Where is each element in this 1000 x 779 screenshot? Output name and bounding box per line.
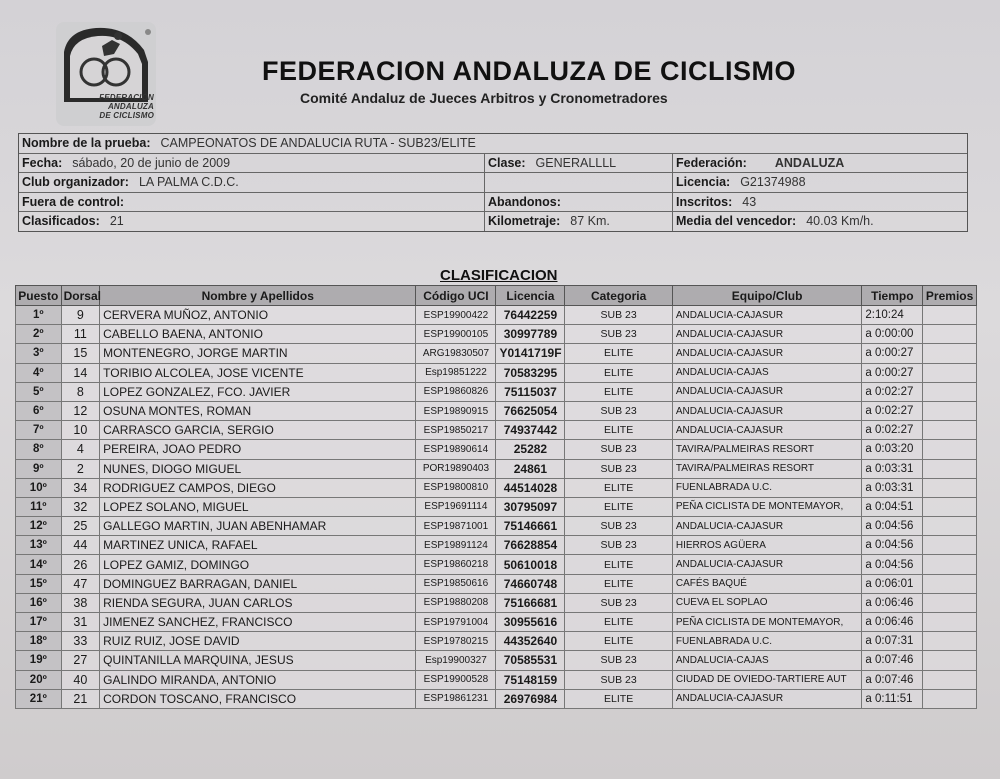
table-row xyxy=(16,401,977,420)
cell-tiempo: a 0:02:27 xyxy=(862,421,923,440)
cell-categoria: SUB 23 xyxy=(565,670,672,689)
table-row xyxy=(16,306,977,325)
cell-equipo: ANDALUCIA-CAJAS xyxy=(672,363,862,382)
cell-premios xyxy=(923,478,977,497)
cell-dorsal: 31 xyxy=(61,613,100,632)
cell-tiempo: a 0:03:31 xyxy=(862,459,923,478)
cell-nombre: CARRASCO GARCIA, SERGIO xyxy=(100,421,416,440)
club-label: Club organizador: xyxy=(22,175,129,190)
cell-premios xyxy=(923,344,977,363)
cell-premios xyxy=(923,382,977,401)
cell-categoria: ELITE xyxy=(565,555,672,574)
cell-dorsal: 26 xyxy=(61,555,100,574)
federacion-value: ANDALUZA xyxy=(774,155,845,170)
logo-line-3: DE CICLISMO xyxy=(99,111,154,120)
cell-tiempo: a 0:00:00 xyxy=(862,325,923,344)
cell-premios xyxy=(923,574,977,593)
cell-dorsal: 44 xyxy=(61,536,100,555)
cell-puesto: 21º xyxy=(16,689,62,708)
cell-categoria: SUB 23 xyxy=(565,401,672,420)
logo-caption xyxy=(62,93,154,120)
cell-premios xyxy=(923,421,977,440)
cell-licencia: 25282 xyxy=(496,440,565,459)
cell-licencia: 76625054 xyxy=(496,401,565,420)
cell-uci: ESP19850616 xyxy=(416,574,496,593)
km-label: Kilometraje: xyxy=(488,214,561,229)
cell-nombre: TORIBIO ALCOLEA, JOSE VICENTE xyxy=(100,363,416,382)
cell-dorsal: 34 xyxy=(61,478,100,497)
cell-premios xyxy=(923,401,977,420)
cell-licencia: 74937442 xyxy=(496,421,565,440)
cell-equipo: ANDALUCIA-CAJASUR xyxy=(672,555,862,574)
cell-uci: ESP19791004 xyxy=(416,613,496,632)
cell-equipo: ANDALUCIA-CAJASUR xyxy=(672,382,862,401)
cell-licencia: 26976984 xyxy=(496,689,565,708)
cell-categoria: SUB 23 xyxy=(565,459,672,478)
cell-equipo: ANDALUCIA-CAJASUR xyxy=(672,306,862,325)
col-header-dorsal: Dorsal xyxy=(61,286,100,306)
cell-licencia: 44514028 xyxy=(496,478,565,497)
cell-licencia: 30955616 xyxy=(496,613,565,632)
cell-uci: ESP19860218 xyxy=(416,555,496,574)
cell-categoria: SUB 23 xyxy=(565,536,672,555)
col-header-licencia: Licencia xyxy=(496,286,565,306)
media-label: Media del vencedor: xyxy=(676,214,797,229)
cell-equipo: PEÑA CICLISTA DE MONTEMAYOR, xyxy=(672,497,862,516)
info-row-fuera xyxy=(19,193,967,213)
cell-puesto: 9º xyxy=(16,459,62,478)
cell-tiempo: a 0:00:27 xyxy=(862,363,923,382)
cell-nombre: GALLEGO MARTIN, JUAN ABENHAMAR xyxy=(100,517,416,536)
cell-licencia: 70583295 xyxy=(496,363,565,382)
cell-tiempo: a 0:04:56 xyxy=(862,555,923,574)
cell-premios xyxy=(923,536,977,555)
table-row xyxy=(16,613,977,632)
cell-tiempo: a 0:02:27 xyxy=(862,382,923,401)
cell-tiempo: a 0:07:46 xyxy=(862,670,923,689)
table-row xyxy=(16,689,977,708)
info-row-fecha xyxy=(19,154,967,174)
cell-nombre: LOPEZ GAMIZ, DOMINGO xyxy=(100,555,416,574)
prueba-value: CAMPEONATOS DE ANDALUCIA RUTA - SUB23/ELITE xyxy=(160,136,476,151)
document-title: FEDERACION ANDALUZA DE CICLISMO xyxy=(262,56,796,86)
table-header-row xyxy=(16,286,977,306)
cell-tiempo: a 0:00:27 xyxy=(862,344,923,363)
results-body xyxy=(16,306,977,709)
clasificados-label: Clasificados: xyxy=(22,214,100,229)
col-header-nombre: Nombre y Apellidos xyxy=(100,286,416,306)
cell-puesto: 6º xyxy=(16,401,62,420)
cell-tiempo: a 0:02:27 xyxy=(862,401,923,420)
cell-premios xyxy=(923,440,977,459)
cell-categoria: ELITE xyxy=(565,421,672,440)
cell-puesto: 19º xyxy=(16,651,62,670)
prueba-label: Nombre de la prueba: xyxy=(22,136,151,151)
cell-tiempo: a 0:07:31 xyxy=(862,632,923,651)
cell-tiempo: a 0:11:51 xyxy=(862,689,923,708)
cell-categoria: ELITE xyxy=(565,574,672,593)
cell-dorsal: 27 xyxy=(61,651,100,670)
table-row xyxy=(16,670,977,689)
cell-uci: ESP19890614 xyxy=(416,440,496,459)
cell-licencia: 76442259 xyxy=(496,306,565,325)
cell-uci: ESP19891124 xyxy=(416,536,496,555)
table-row xyxy=(16,344,977,363)
cell-nombre: DOMINGUEZ BARRAGAN, DANIEL xyxy=(100,574,416,593)
cell-equipo: CUEVA EL SOPLAO xyxy=(672,593,862,612)
cell-puesto: 11º xyxy=(16,497,62,516)
cell-equipo: CIUDAD DE OVIEDO-TARTIERE AUT xyxy=(672,670,862,689)
cell-nombre: MARTINEZ UNICA, RAFAEL xyxy=(100,536,416,555)
cell-dorsal: 11 xyxy=(61,325,100,344)
clase-value: GENERALLLL xyxy=(535,155,617,170)
cell-categoria: SUB 23 xyxy=(565,651,672,670)
cell-puesto: 16º xyxy=(16,593,62,612)
cell-premios xyxy=(923,613,977,632)
cell-tiempo: a 0:04:56 xyxy=(862,517,923,536)
cell-tiempo: a 0:04:51 xyxy=(862,497,923,516)
cell-uci: ESP19850217 xyxy=(416,421,496,440)
cell-uci: ESP19800810 xyxy=(416,478,496,497)
cell-puesto: 7º xyxy=(16,421,62,440)
cell-licencia: 76628854 xyxy=(496,536,565,555)
cell-dorsal: 25 xyxy=(61,517,100,536)
cell-puesto: 3º xyxy=(16,344,62,363)
cell-dorsal: 32 xyxy=(61,497,100,516)
table-row xyxy=(16,478,977,497)
cell-nombre: JIMENEZ SANCHEZ, FRANCISCO xyxy=(100,613,416,632)
cell-licencia: 70585531 xyxy=(496,651,565,670)
media-value: 40.03 Km/h. xyxy=(806,214,874,229)
cell-uci: Esp19900327 xyxy=(416,651,496,670)
cell-equipo: ANDALUCIA-CAJAS xyxy=(672,651,862,670)
cell-uci: ESP19860826 xyxy=(416,382,496,401)
cell-licencia: 24861 xyxy=(496,459,565,478)
cell-dorsal: 4 xyxy=(61,440,100,459)
col-header-equipo: Equipo/Club xyxy=(672,286,862,306)
cell-dorsal: 9 xyxy=(61,306,100,325)
cell-puesto: 5º xyxy=(16,382,62,401)
cell-nombre: QUINTANILLA MARQUINA, JESUS xyxy=(100,651,416,670)
cell-tiempo: a 0:06:01 xyxy=(862,574,923,593)
col-header-categoria: Categoria xyxy=(565,286,672,306)
cell-dorsal: 10 xyxy=(61,421,100,440)
cell-puesto: 2º xyxy=(16,325,62,344)
cell-tiempo: 2:10:24 xyxy=(862,306,923,325)
cell-tiempo: a 0:06:46 xyxy=(862,613,923,632)
table-row xyxy=(16,421,977,440)
cell-licencia: 50610018 xyxy=(496,555,565,574)
cell-nombre: CERVERA MUÑOZ, ANTONIO xyxy=(100,306,416,325)
results-table xyxy=(15,285,977,709)
cell-categoria: SUB 23 xyxy=(565,517,672,536)
cell-nombre: RUIZ RUIZ, JOSE DAVID xyxy=(100,632,416,651)
cell-nombre: PEREIRA, JOAO PEDRO xyxy=(100,440,416,459)
fuera-label: Fuera de control: xyxy=(22,194,125,209)
cell-premios xyxy=(923,593,977,612)
logo-line-1: FEDERACIÓN xyxy=(99,93,154,102)
col-header-premios: Premios xyxy=(923,286,977,306)
cell-equipo: ANDALUCIA-CAJASUR xyxy=(672,325,862,344)
clase-label: Clase: xyxy=(488,155,526,170)
cell-equipo: ANDALUCIA-CAJASUR xyxy=(672,421,862,440)
info-row-prueba xyxy=(19,134,967,154)
table-row xyxy=(16,497,977,516)
cell-categoria: ELITE xyxy=(565,689,672,708)
table-row xyxy=(16,325,977,344)
cell-nombre: OSUNA MONTES, ROMAN xyxy=(100,401,416,420)
cell-premios xyxy=(923,517,977,536)
federacion-label: Federación: xyxy=(676,155,747,170)
cell-puesto: 20º xyxy=(16,670,62,689)
cell-uci: ESP19861231 xyxy=(416,689,496,708)
cell-premios xyxy=(923,689,977,708)
info-row-club xyxy=(19,173,967,193)
cell-nombre: LOPEZ SOLANO, MIGUEL xyxy=(100,497,416,516)
cell-tiempo: a 0:06:46 xyxy=(862,593,923,612)
table-row xyxy=(16,593,977,612)
col-header-tiempo: Tiempo xyxy=(862,286,923,306)
cell-tiempo: a 0:03:31 xyxy=(862,478,923,497)
cell-equipo: CAFÉS BAQUÉ xyxy=(672,574,862,593)
cell-nombre: RODRIGUEZ CAMPOS, DIEGO xyxy=(100,478,416,497)
cell-uci: ESP19691114 xyxy=(416,497,496,516)
cell-categoria: ELITE xyxy=(565,363,672,382)
cell-nombre: CABELLO BAENA, ANTONIO xyxy=(100,325,416,344)
cell-uci: Esp19851222 xyxy=(416,363,496,382)
cell-licencia: 44352640 xyxy=(496,632,565,651)
cell-nombre: LOPEZ GONZALEZ, FCO. JAVIER xyxy=(100,382,416,401)
cell-nombre: MONTENEGRO, JORGE MARTIN xyxy=(100,344,416,363)
cell-equipo: TAVIRA/PALMEIRAS RESORT xyxy=(672,459,862,478)
cell-nombre: CORDON TOSCANO, FRANCISCO xyxy=(100,689,416,708)
inscritos-value: 43 xyxy=(742,194,757,209)
cell-uci: ESP19900105 xyxy=(416,325,496,344)
cell-dorsal: 38 xyxy=(61,593,100,612)
cell-puesto: 10º xyxy=(16,478,62,497)
cell-puesto: 17º xyxy=(16,613,62,632)
cell-puesto: 8º xyxy=(16,440,62,459)
cell-licencia: 75166681 xyxy=(496,593,565,612)
cell-licencia: 30997789 xyxy=(496,325,565,344)
cell-equipo: TAVIRA/PALMEIRAS RESORT xyxy=(672,440,862,459)
cell-categoria: ELITE xyxy=(565,613,672,632)
cell-categoria: SUB 23 xyxy=(565,440,672,459)
cell-dorsal: 47 xyxy=(61,574,100,593)
cell-tiempo: a 0:07:46 xyxy=(862,651,923,670)
cell-uci: ESP19900528 xyxy=(416,670,496,689)
cell-premios xyxy=(923,651,977,670)
table-row xyxy=(16,440,977,459)
cell-dorsal: 21 xyxy=(61,689,100,708)
table-row xyxy=(16,382,977,401)
classification-heading: CLASIFICACION xyxy=(440,267,558,284)
cell-uci: ESP19780215 xyxy=(416,632,496,651)
cell-puesto: 1º xyxy=(16,306,62,325)
cell-nombre: GALINDO MIRANDA, ANTONIO xyxy=(100,670,416,689)
km-value: 87 Km. xyxy=(570,214,610,229)
cell-dorsal: 40 xyxy=(61,670,100,689)
cell-premios xyxy=(923,306,977,325)
cell-dorsal: 12 xyxy=(61,401,100,420)
cell-categoria: ELITE xyxy=(565,632,672,651)
cell-dorsal: 15 xyxy=(61,344,100,363)
cell-premios xyxy=(923,670,977,689)
cell-premios xyxy=(923,363,977,382)
cell-equipo: FUENLABRADA U.C. xyxy=(672,478,862,497)
cell-categoria: ELITE xyxy=(565,344,672,363)
cell-premios xyxy=(923,555,977,574)
col-header-puesto: Puesto xyxy=(16,286,62,306)
table-row xyxy=(16,555,977,574)
cell-puesto: 13º xyxy=(16,536,62,555)
cell-uci: POR19890403 xyxy=(416,459,496,478)
cell-licencia: 30795097 xyxy=(496,497,565,516)
cell-categoria: SUB 23 xyxy=(565,325,672,344)
cell-puesto: 14º xyxy=(16,555,62,574)
abandonos-label: Abandonos: xyxy=(488,194,561,209)
cell-tiempo: a 0:04:56 xyxy=(862,536,923,555)
cell-licencia: 75148159 xyxy=(496,670,565,689)
cell-puesto: 12º xyxy=(16,517,62,536)
cell-categoria: ELITE xyxy=(565,382,672,401)
cell-categoria: ELITE xyxy=(565,497,672,516)
table-row xyxy=(16,363,977,382)
table-row xyxy=(16,651,977,670)
cell-uci: ESP19900422 xyxy=(416,306,496,325)
cell-premios xyxy=(923,632,977,651)
clasificados-value: 21 xyxy=(109,214,124,229)
cell-licencia: Y0141719F xyxy=(496,344,565,363)
cell-uci: ESP19880208 xyxy=(416,593,496,612)
table-row xyxy=(16,536,977,555)
cell-equipo: PEÑA CICLISTA DE MONTEMAYOR, xyxy=(672,613,862,632)
cell-dorsal: 2 xyxy=(61,459,100,478)
cell-premios xyxy=(923,497,977,516)
licencia-label: Licencia: xyxy=(676,175,731,190)
licencia-value: G21374988 xyxy=(740,175,806,190)
cell-uci: ARG19830507 xyxy=(416,344,496,363)
cell-premios xyxy=(923,325,977,344)
table-row xyxy=(16,517,977,536)
cell-dorsal: 14 xyxy=(61,363,100,382)
cell-dorsal: 33 xyxy=(61,632,100,651)
club-value: LA PALMA C.D.C. xyxy=(138,175,239,190)
cell-uci: ESP19871001 xyxy=(416,517,496,536)
table-row xyxy=(16,632,977,651)
table-row xyxy=(16,459,977,478)
inscritos-label: Inscritos: xyxy=(676,194,733,209)
cell-nombre: RIENDA SEGURA, JUAN CARLOS xyxy=(100,593,416,612)
info-row-clasificados xyxy=(19,212,967,231)
cell-licencia: 75115037 xyxy=(496,382,565,401)
cell-uci: ESP19890915 xyxy=(416,401,496,420)
cell-equipo: FUENLABRADA U.C. xyxy=(672,632,862,651)
cell-equipo: ANDALUCIA-CAJASUR xyxy=(672,344,862,363)
fecha-value: sábado, 20 de junio de 2009 xyxy=(72,155,231,170)
cell-categoria: SUB 23 xyxy=(565,593,672,612)
cell-puesto: 4º xyxy=(16,363,62,382)
cell-premios xyxy=(923,459,977,478)
race-info-box xyxy=(18,133,968,232)
cell-categoria: SUB 23 xyxy=(565,306,672,325)
table-row xyxy=(16,574,977,593)
cell-nombre: NUNES, DIOGO MIGUEL xyxy=(100,459,416,478)
fecha-label: Fecha: xyxy=(22,155,63,170)
cell-equipo: ANDALUCIA-CAJASUR xyxy=(672,689,862,708)
cell-equipo: ANDALUCIA-CAJASUR xyxy=(672,401,862,420)
cell-puesto: 15º xyxy=(16,574,62,593)
cell-tiempo: a 0:03:20 xyxy=(862,440,923,459)
col-header-uci: Código UCI xyxy=(416,286,496,306)
cell-categoria: ELITE xyxy=(565,478,672,497)
cell-dorsal: 8 xyxy=(61,382,100,401)
document-subtitle: Comité Andaluz de Jueces Arbitros y Cronometradores xyxy=(300,90,668,106)
cell-licencia: 74660748 xyxy=(496,574,565,593)
cell-licencia: 75146661 xyxy=(496,517,565,536)
logo-line-2: ANDALUZA xyxy=(107,102,154,111)
cell-equipo: HIERROS AGÜERA xyxy=(672,536,862,555)
cell-puesto: 18º xyxy=(16,632,62,651)
cell-equipo: ANDALUCIA-CAJASUR xyxy=(672,517,862,536)
